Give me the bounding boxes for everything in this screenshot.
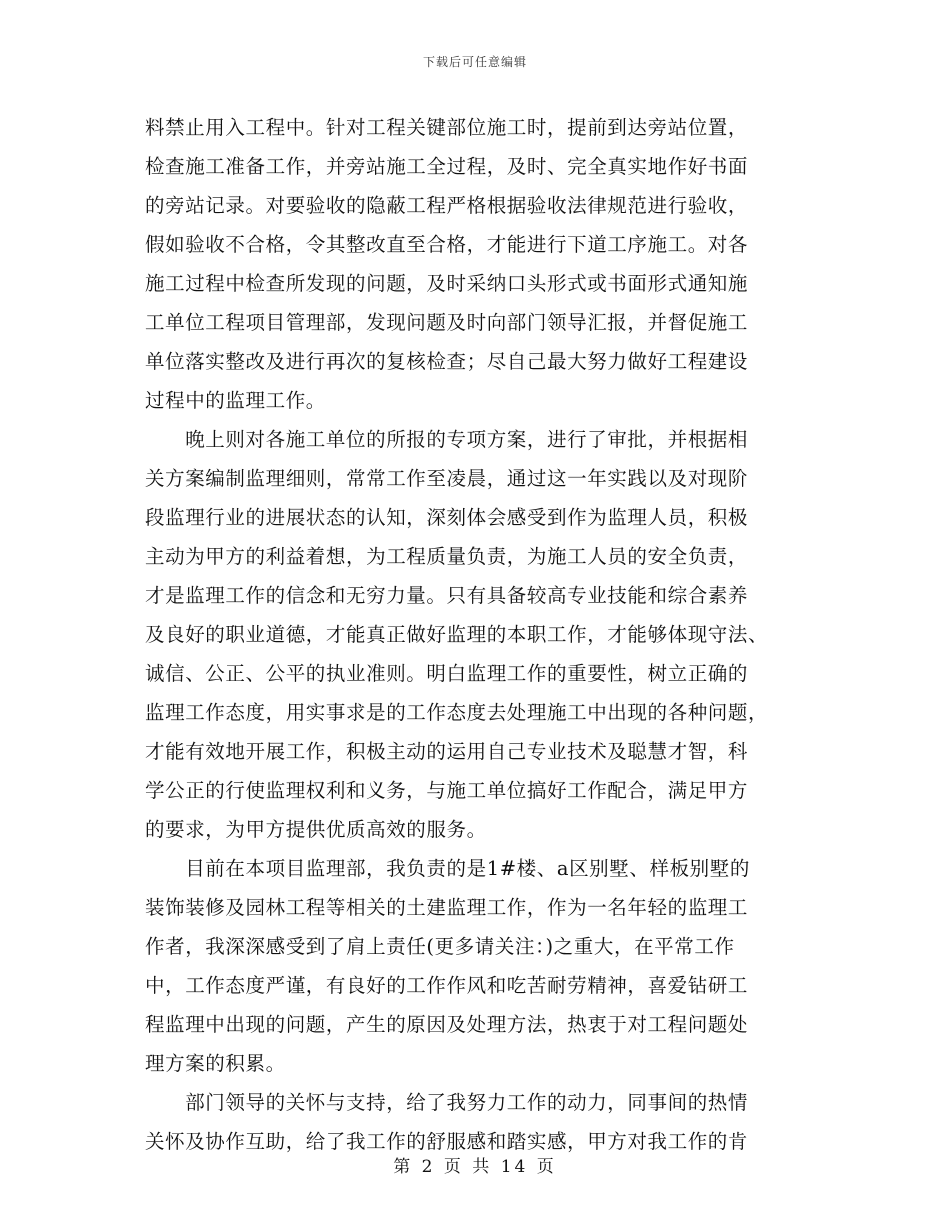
text-line: 诚信、公正、公平的执业准则。明白监理工作的重要性，树立正确的 bbox=[145, 662, 749, 685]
text-line: 假如验收不合格，令其整改直至合格，才能进行下道工序施工。对各 bbox=[145, 233, 749, 256]
text-line: 主动为甲方的利益着想，为工程质量负责，为施工人员的安全负责， bbox=[145, 545, 749, 568]
text-line: 装饰装修及园林工程等相关的土建监理工作，作为一名年轻的监理工 bbox=[145, 896, 749, 919]
text-line: 单位落实整改及进行再次的复核检查；尽自己最大努力做好工程建设 bbox=[145, 350, 749, 373]
text-line: 料禁止用入工程中。针对工程关键部位施工时，提前到达旁站位置， bbox=[145, 116, 749, 139]
text-line: 学公正的行使监理权利和义务，与施工单位搞好工作配合，满足甲方 bbox=[145, 779, 749, 802]
text-line: 程监理中出现的问题，产生的原因及处理方法，热衷于对工程问题处 bbox=[145, 1013, 749, 1036]
text-line: 中，工作态度严谨，有良好的工作作风和吃苦耐劳精神，喜爱钻研工 bbox=[145, 974, 749, 997]
text-line: 目前在本项目监理部，我负责的是1#楼、a区别墅、样板别墅的 bbox=[145, 857, 750, 880]
text-line: 的要求，为甲方提供优质高效的服务。 bbox=[145, 818, 487, 841]
text-line: 作者，我深深感受到了肩上责任(更多请关注：)之重大，在平常工作 bbox=[145, 935, 735, 958]
text-line: 关怀及协作互助，给了我工作的舒服感和踏实感，甲方对我工作的肯 bbox=[145, 1130, 749, 1153]
text-line: 的旁站记录。对要验收的隐蔽工程严格根据验收法律规范进行验收， bbox=[145, 194, 749, 217]
text-line: 及良好的职业道德，才能真正做好监理的本职工作，才能够体现守法、 bbox=[145, 623, 769, 646]
text-line: 段监理行业的进展状态的认知，深刻体会感受到作为监理人员，积极 bbox=[145, 506, 749, 529]
text-line: 过程中的监理工作。 bbox=[145, 389, 326, 412]
text-line: 关方案编制监理细则，常常工作至凌晨，通过这一年实践以及对现阶 bbox=[145, 467, 749, 490]
text-line: 检查施工准备工作，并旁站施工全过程，及时、完全真实地作好书面 bbox=[145, 155, 749, 178]
text-line: 工单位工程项目管理部，发现问题及时向部门领导汇报，并督促施工 bbox=[145, 311, 749, 334]
header-note: 下载后可任意编辑 bbox=[422, 55, 527, 69]
text-line: 部门领导的关怀与支持，给了我努力工作的动力，同事间的热情 bbox=[145, 1091, 749, 1114]
text-line: 监理工作态度，用实事求是的工作态度去处理施工中出现的各种问题， bbox=[145, 701, 769, 724]
body-text bbox=[145, 108, 805, 1161]
text-line: 才能有效地开展工作，积极主动的运用自己专业技术及聪慧才智，科 bbox=[145, 740, 749, 763]
text-line: 施工过程中检查所发现的问题，及时采纳口头形式或书面形式通知施 bbox=[145, 272, 749, 295]
text-line: 理方案的积累。 bbox=[145, 1052, 286, 1075]
page-number-footer: 第 2 页 共 14 页 bbox=[393, 1157, 557, 1177]
text-line: 才是监理工作的信念和无穷力量。只有具备较高专业技能和综合素养 bbox=[145, 584, 749, 607]
text-line: 晚上则对各施工单位的所报的专项方案，进行了审批，并根据相 bbox=[145, 428, 749, 451]
